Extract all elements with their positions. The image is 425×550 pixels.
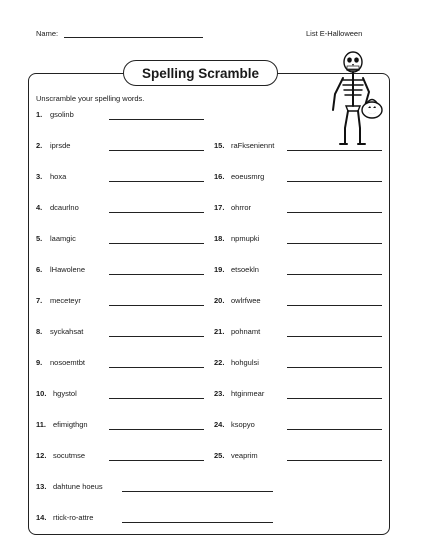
answer-line[interactable] (109, 398, 204, 399)
word-item (214, 265, 259, 274)
word-item (36, 389, 77, 398)
item-number: 9. (36, 358, 43, 367)
scrambled-word: laamgic (50, 234, 76, 243)
name-input-line[interactable] (64, 37, 203, 38)
scrambled-word: nosoemtbt (50, 358, 86, 367)
word-item (36, 420, 88, 429)
word-item (214, 172, 264, 181)
scrambled-word: gsolinb (50, 110, 74, 119)
item-number: 13. (36, 482, 47, 491)
answer-line[interactable] (287, 181, 382, 182)
scrambled-word: dcaurlno (50, 203, 79, 212)
scrambled-word: efimigthgn (53, 420, 88, 429)
word-item (214, 358, 259, 367)
word-item (214, 327, 260, 336)
answer-line[interactable] (109, 429, 204, 430)
answer-line[interactable] (122, 491, 273, 492)
name-label: Name: (36, 29, 59, 38)
word-item (36, 110, 74, 119)
item-number: 14. (36, 513, 47, 522)
item-number: 23. (214, 389, 225, 398)
answer-line[interactable] (287, 398, 382, 399)
scrambled-word: pohnamt (231, 327, 261, 336)
answer-line[interactable] (109, 212, 204, 213)
item-number: 1. (36, 110, 43, 119)
scrambled-word: hgystol (53, 389, 77, 398)
item-number: 8. (36, 327, 43, 336)
answer-line[interactable] (109, 305, 204, 306)
word-item (214, 389, 264, 398)
word-item (36, 296, 81, 305)
answer-line[interactable] (109, 119, 204, 120)
instructions: Unscramble your spelling words. (36, 94, 145, 103)
item-number: 22. (214, 358, 225, 367)
skeleton-with-pumpkin-icon (325, 48, 387, 148)
list-label: List E-Halloween (306, 29, 363, 38)
answer-line[interactable] (287, 305, 382, 306)
item-number: 15. (214, 141, 225, 150)
scrambled-word: socutmse (53, 451, 86, 460)
item-number: 11. (36, 420, 47, 429)
scrambled-word: raFkseniennt (231, 141, 275, 150)
word-item (36, 358, 85, 367)
answer-line[interactable] (109, 150, 204, 151)
answer-line[interactable] (287, 212, 382, 213)
item-number: 19. (214, 265, 225, 274)
word-item (214, 296, 261, 305)
scrambled-word: veaprim (231, 451, 258, 460)
item-number: 24. (214, 420, 225, 429)
answer-line[interactable] (122, 522, 273, 523)
answer-line[interactable] (287, 429, 382, 430)
scrambled-word: hoxa (50, 172, 67, 181)
answer-line[interactable] (109, 367, 204, 368)
item-number: 3. (36, 172, 43, 181)
item-number: 4. (36, 203, 43, 212)
word-item (214, 451, 258, 460)
item-number: 18. (214, 234, 225, 243)
item-number: 7. (36, 296, 43, 305)
item-number: 10. (36, 389, 47, 398)
item-number: 20. (214, 296, 225, 305)
scrambled-word: hohgulsi (231, 358, 259, 367)
word-item (36, 234, 76, 243)
answer-line[interactable] (287, 150, 382, 151)
word-item (36, 451, 85, 460)
answer-line[interactable] (287, 460, 382, 461)
word-item (36, 141, 70, 150)
scrambled-word: lHawolene (50, 265, 86, 274)
scrambled-word: owlrfwee (231, 296, 261, 305)
item-number: 12. (36, 451, 47, 460)
answer-line[interactable] (287, 367, 382, 368)
word-item (214, 234, 259, 243)
item-number: 25. (214, 451, 225, 460)
word-item (36, 172, 66, 181)
item-number: 2. (36, 141, 43, 150)
scrambled-word: iprsde (50, 141, 71, 150)
word-item (214, 420, 255, 429)
answer-line[interactable] (109, 243, 204, 244)
word-item (36, 513, 93, 522)
scrambled-word: ohrror (231, 203, 252, 212)
item-number: 21. (214, 327, 225, 336)
answer-line[interactable] (287, 274, 382, 275)
scrambled-word: etsoekln (231, 265, 259, 274)
answer-line[interactable] (287, 243, 382, 244)
scrambled-word: meceteyr (50, 296, 81, 305)
word-item (36, 265, 85, 274)
scrambled-word: syckahsat (50, 327, 84, 336)
word-item (214, 203, 251, 212)
answer-line[interactable] (109, 274, 204, 275)
word-item (36, 327, 83, 336)
worksheet-title (123, 60, 278, 86)
scrambled-word: htginmear (231, 389, 265, 398)
answer-line[interactable] (109, 181, 204, 182)
scrambled-word: eoeusmrg (231, 172, 265, 181)
item-number: 5. (36, 234, 43, 243)
scrambled-word: rtick-ro-attre (53, 513, 94, 522)
title-text: Spelling Scramble (141, 65, 260, 81)
item-number: 16. (214, 172, 225, 181)
scrambled-word: dahtune hoeus (53, 482, 103, 491)
scrambled-word: npmupki (231, 234, 260, 243)
answer-line[interactable] (287, 336, 382, 337)
item-number: 6. (36, 265, 43, 274)
answer-line[interactable] (109, 460, 204, 461)
scrambled-word: ksopyo (231, 420, 255, 429)
word-item (36, 482, 103, 491)
item-number: 17. (214, 203, 225, 212)
word-item (214, 141, 274, 150)
word-item (36, 203, 79, 212)
answer-line[interactable] (109, 336, 204, 337)
